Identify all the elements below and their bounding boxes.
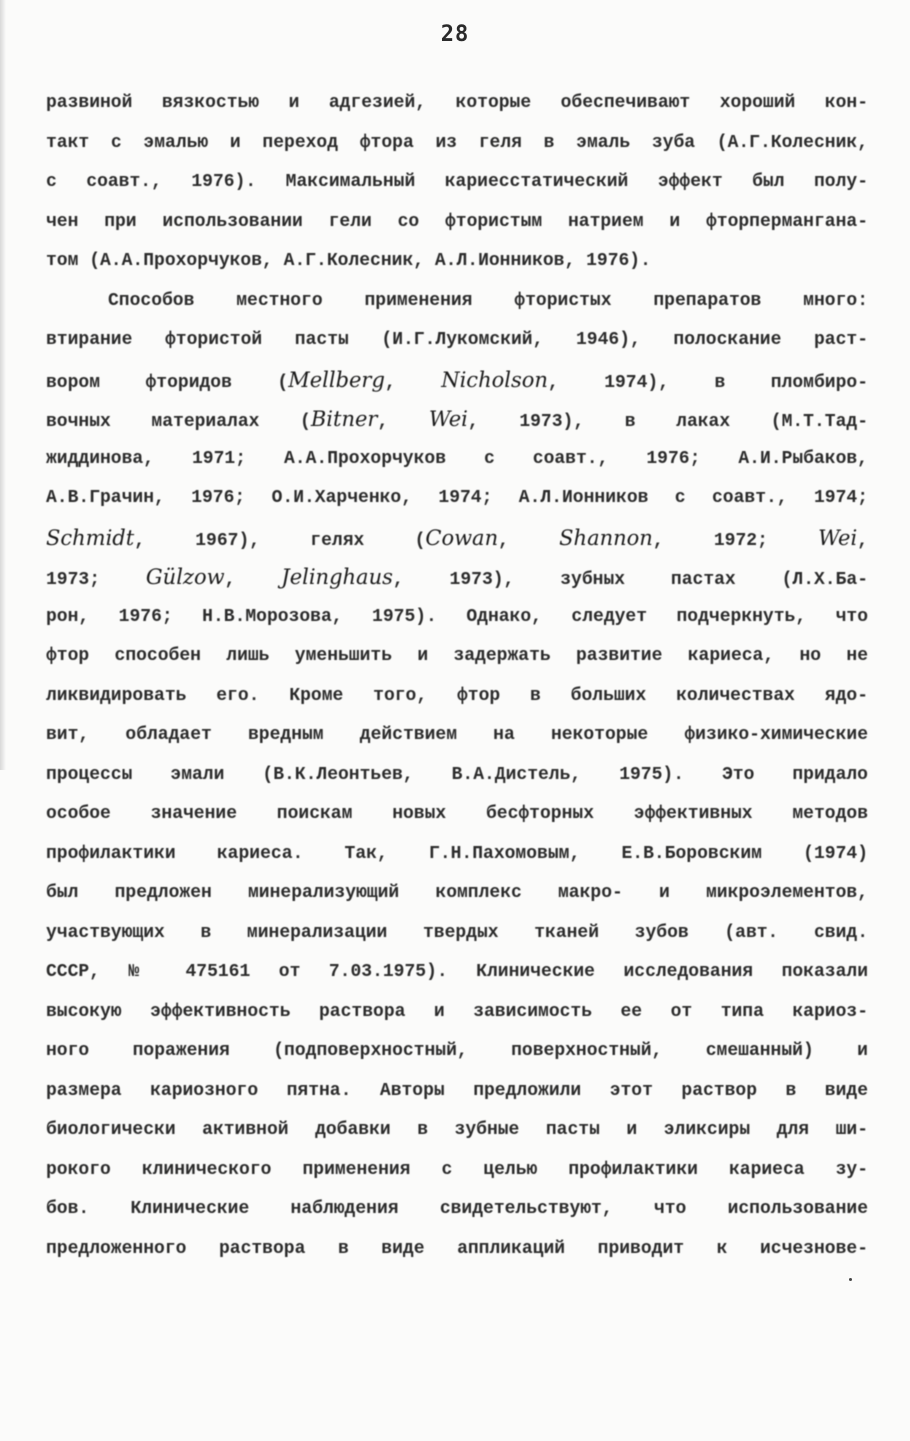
- typed-fragment: 1973;: [46, 570, 146, 590]
- handwritten-name: Nicholson: [441, 367, 548, 392]
- handwritten-name: Wei: [428, 407, 468, 431]
- typed-fragment: , 1973), в лаках (М.Т.Тад-: [467, 412, 868, 432]
- typed-fragment: ,: [498, 530, 560, 551]
- typed-fragment: ,: [224, 570, 282, 590]
- text-line-with-handwriting: [46, 519, 868, 559]
- scan-speck: [849, 1278, 852, 1281]
- handwritten-name: Mellberg: [288, 367, 385, 392]
- text-line: высокую эффективность раствора и зависимость ее от типа кариоз-: [46, 1001, 868, 1022]
- body-text: [46, 84, 868, 1269]
- text-line: особое значение поискам новых бесфторных эффективных методов: [46, 804, 868, 824]
- text-line: СССР, № 475161 от 7.03.1975). Клинические исследования показали: [46, 962, 868, 982]
- typed-fragment: ,: [377, 412, 429, 432]
- text-line: предложенного раствора в виде аппликаций приводит к исчезнове-: [46, 1238, 868, 1259]
- handwritten-name: Jelinghaus: [281, 565, 393, 589]
- text-line: рокого клинического применения с целью профилактики кариеса зу-: [46, 1159, 868, 1180]
- handwritten-name: Schmidt: [46, 525, 135, 550]
- typed-fragment: , 1967), гелях (: [134, 530, 426, 551]
- handwritten-name: Bitner: [310, 407, 378, 431]
- typed-fragment: ,: [384, 372, 442, 393]
- text-line: был предложен минерализующий комплекс макро- и микроэлементов,: [46, 883, 868, 903]
- text-line: развиной вязкостью и адгезией, которые обеспечивают хороший кон-: [46, 93, 868, 113]
- text-line: биологически активной добавки в зубные пасты и эликсиры для ши-: [46, 1120, 868, 1140]
- text-line: жиддинова, 1971; А.А.Прохорчуков с соавт., 1976; А.И.Рыбаков,: [46, 448, 868, 469]
- text-line-with-handwriting: [46, 558, 868, 598]
- handwritten-name: Gülzow: [145, 565, 225, 589]
- text-line: размера кариозного пятна. Авторы предложили этот раствор в виде: [46, 1080, 868, 1101]
- typed-fragment: ,: [857, 530, 868, 551]
- typed-fragment: вором фторидов (: [46, 372, 289, 393]
- text-line: с соавт., 1976). Максимальный кариесстатический эффект был полу-: [46, 172, 868, 192]
- typed-fragment: , 1974), в пломбиро-: [547, 372, 868, 393]
- text-line: фтор способен лишь уменьшить и задержать развитие кариеса, но не: [46, 646, 868, 666]
- handwritten-name: Shannon: [559, 525, 653, 550]
- text-line: А.В.Грачин, 1976; О.И.Харченко, 1974; А.Л.Ионников с соавт., 1974;: [46, 488, 868, 508]
- typed-fragment: , 1972;: [652, 530, 819, 551]
- text-line: том (А.А.Прохорчуков, А.Г.Колесник, А.Л.Ионников, 1976).: [46, 251, 651, 271]
- text-line: чен при использовании гели со фтористым натрием и фторперманганa-: [46, 211, 868, 232]
- handwritten-name: Cowan: [425, 525, 499, 550]
- text-line: ликвидировать его. Кроме того, фтор в больших количествах ядо-: [46, 685, 868, 706]
- text-line: такт с эмалью и переход фтора из геля в эмаль зуба (А.Г.Колесник,: [46, 132, 868, 153]
- text-line: вит, обладает вредным действием на некоторые физико-химические: [46, 725, 868, 745]
- page-number: 28: [440, 22, 470, 47]
- text-line: Способов местного применения фтористых препаратов много:: [108, 290, 868, 311]
- text-line: ного поражения (подповерхностный, поверхностный, смешанный) и: [46, 1041, 868, 1061]
- text-line: рон, 1976; Н.В.Морозова, 1975). Однако, следует подчеркнуть, что: [46, 606, 868, 627]
- scan-edge-shadow: [0, 0, 6, 770]
- text-line: профилактики кариеса. Так, Г.Н.Пахомовым, Е.В.Боровским (1974): [46, 843, 868, 864]
- text-line-with-handwriting: [46, 400, 868, 440]
- text-line: втирание фтористой пасты (И.Г.Лукомский, 1946), полоскание раст-: [46, 330, 868, 350]
- handwritten-name: Wei: [818, 525, 858, 550]
- text-line: бов. Клинические наблюдения свидетельствуют, что использование: [46, 1199, 868, 1219]
- text-line: участвующих в минерализации твердых тканей зубов (авт. свид.: [46, 922, 868, 943]
- typed-fragment: , 1973), зубных пастах (Л.Х.Ба-: [392, 570, 868, 590]
- typed-fragment: вочных материалах (: [46, 412, 311, 432]
- text-line-with-handwriting: [46, 361, 868, 401]
- text-line: процессы эмали (В.К.Леонтьев, В.А.Дистель, 1975). Это придало: [46, 764, 868, 785]
